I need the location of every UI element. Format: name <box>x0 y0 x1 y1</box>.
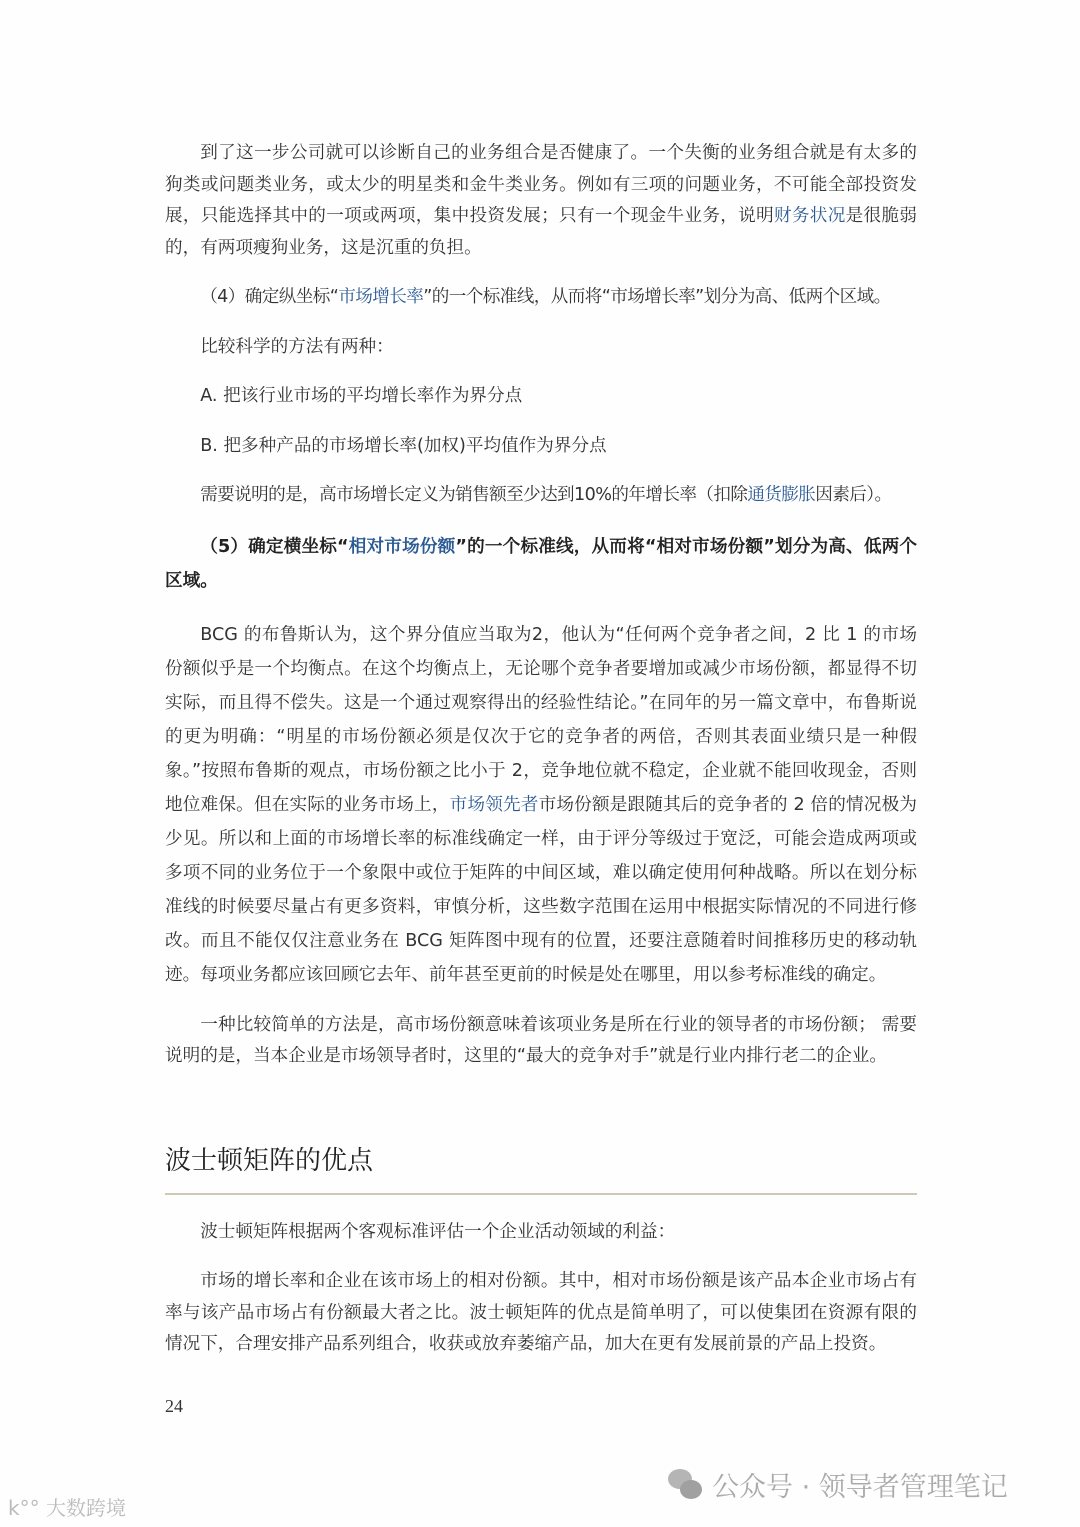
paragraph-bcg-bruce <box>165 618 917 992</box>
paragraph-step-4 <box>165 282 917 314</box>
page-number: 24 <box>165 1396 183 1416</box>
paragraph-advantages-intro: 波士顿矩阵根据两个客观标准评估一个企业活动领域的利益： <box>200 1221 676 1242</box>
link-market-leader[interactable]: 市场领先者 <box>449 794 539 815</box>
text: BCG 的布鲁斯认为，这个界分值应当取为2，他认为“任何两个竞争者之间，2 比 1 的市场份额似乎是一个均衡点。在这个均衡点上，无论哪个竞争者要增加或减少市场份额，都显得不切实际，而且得不偿失。这是一个通过观察得出的经验性结论。”在同年的另一篇文章中，布鲁斯说的更为明确：“明星的市场份额必须是仅次于它的竞争者的两倍，否则其表面业绩只是一种假象。”按照布鲁斯的观点，市场份额之比小于 2，竞争地位就不稳定，企业就不能回收现金，否则地位难保。但在实际的业务市场上， <box>165 624 917 815</box>
text: 因素后）。 <box>815 485 892 505</box>
paragraph-simple-method: 一种比较简单的方法是，高市场份额意味着该项业务是所在行业的领导者的市场份额； 需要说明的是，当本企业是市场领导者时，这里的“最大的竞争对手”就是行业内排行老二的企业。 <box>165 1014 917 1066</box>
text: （5）确定横坐标“ <box>200 536 349 557</box>
brand-watermark: k°° 大数跨境 <box>8 1496 126 1520</box>
paragraph-methods: 比较科学的方法有两种： <box>200 336 394 357</box>
document-body <box>165 138 917 1379</box>
link-market-growth-rate[interactable]: 市场增长率 <box>338 287 424 307</box>
paragraph-step-5 <box>165 530 917 598</box>
link-relative-market-share[interactable]: 相对市场份额 <box>348 536 456 557</box>
text: 是很脆弱的，有两项瘦狗业务，这是沉重的负担。 <box>165 206 917 258</box>
text: 市场份额是跟随其后的竞争者的 2 倍的情况极为少见。所以和上面的市场增长率的标准线确定一样，由于评分等级过于宽泛，可能会造成两项或多项不同的业务位于一个象限中或位于矩阵的中间区域，难以确定使用何种战略。所以在划分标准线的时候要尽量占有更多资料，审慎分析，这些数字范围在运用中根据实际情况的不同进行修改。而且不能仅仅注意业务在 BCG 矩阵图中现有的位置，还要注意随着时间推移历史的移动轨迹。每项业务都应该回顾它去年、前年甚至更前的时候是处在哪里，用以参考标准线的确定。 <box>165 794 917 985</box>
paragraph-method-a: A. 把该行业市场的平均增长率作为界分点 <box>200 386 523 406</box>
wechat-icon <box>668 1469 704 1501</box>
text: 到了这一步公司就可以诊断自己的业务组合是否健康了。一个失衡的业务组合就是有太多的狗类或问题类业务，或太少的明星类和金牛类业务。例如有三项的问题业务，不可能全部投资发展，只能选择其中的一项或两项，集中投资发展；只有一个现金牛业务，说明 <box>165 143 917 226</box>
link-inflation[interactable]: 通货膨胀 <box>747 485 816 505</box>
wechat-watermark-text: 公众号 · 领导者管理笔记 <box>712 1472 1008 1503</box>
paragraph-growth-definition <box>165 480 917 512</box>
section-heading: 波士顿矩阵的优点 <box>165 1145 374 1176</box>
paragraph-advantages: 市场的增长率和企业在该市场上的相对份额。其中，相对市场份额是该产品本企业市场占有率与该产品市场占有份额最大者之比。波士顿矩阵的优点是简单明了，可以使集团在资源有限的情况下，合理安排产品系列组合，收获或放弃萎缩产品，加大在更有发展前景的产品上投资。 <box>165 1271 917 1354</box>
wechat-watermark <box>668 1465 1008 1504</box>
paragraph-portfolio-health <box>165 138 917 264</box>
text: 需要说明的是，高市场增长定义为销售额至少达到10%的年增长率（扣除 <box>200 485 748 505</box>
text: ”的一个标准线，从而将“市场增长率”划分为高、低两个区域。 <box>423 287 891 307</box>
section-divider <box>165 1193 917 1195</box>
link-financial-status[interactable]: 财务状况 <box>773 206 846 226</box>
text: （4）确定纵坐标“ <box>200 287 339 307</box>
text: ”的一个标准线，从而将“相对市场份额”划分为高、低两个区域。 <box>165 536 917 591</box>
paragraph-method-b: B. 把多种产品的市场增长率(加权)平均值作为界分点 <box>200 435 607 456</box>
